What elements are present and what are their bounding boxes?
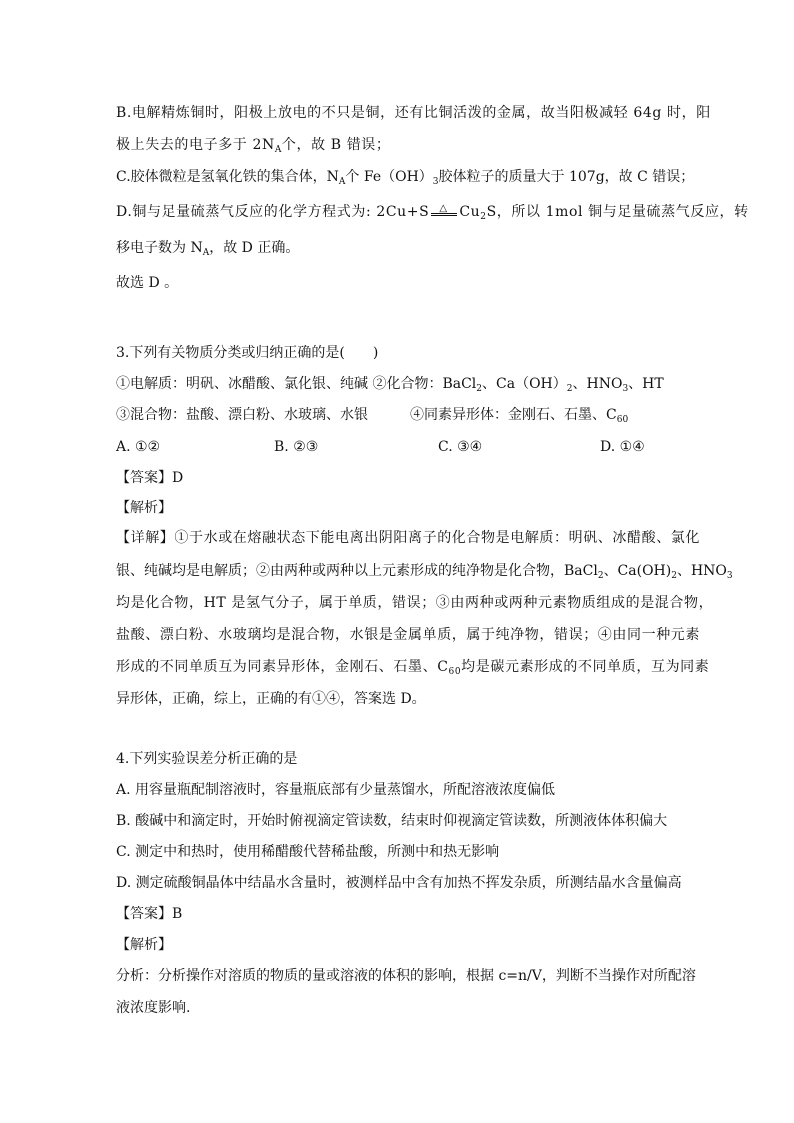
q4-stem: 4.下列实验误差分析正确的是	[116, 751, 298, 767]
heating-arrow-icon: △	[429, 202, 459, 222]
q3-option-d: D. ①④	[600, 439, 645, 455]
q3-detail-line3: 均是化合物，HT 是氢气分子，属于单质，错误；③由两种或两种元素物质组成的是混合物，	[116, 595, 714, 611]
q3-analysis-label: 【解析】	[116, 500, 172, 516]
q3-option-c: C. ③④	[438, 439, 483, 455]
q3-items-line2: ③混合物：盐酸、漂白粉、水玻璃、水银 ④同素异形体：金刚石、石墨、$C_{60}$	[116, 407, 629, 425]
q3-option-b: B. ②③	[274, 439, 319, 455]
q2-option-b-line2: 极上失去的电子多于 $2N_A$个，故 B 错误；	[116, 137, 391, 155]
q4-option-c: C. 测定中和热时，使用稀醋酸代替稀盐酸，所测中和热无影响	[116, 844, 500, 860]
q4-option-b: B. 酸碱中和滴定时，开始时俯视滴定管读数，结束时仰视滴定管读数，所测液体体积偏大	[116, 813, 668, 829]
q4-option-a: A. 用容量瓶配制溶液时，容量瓶底部有少量蒸馏水，所配溶液浓度偏低	[116, 782, 556, 798]
q3-stem: 3.下列有关物质分类或归纳正确的是( )	[116, 345, 379, 361]
q3-option-a: A. ①②	[116, 439, 161, 455]
q4-analysis-label: 【解析】	[116, 937, 172, 953]
q4-answer: 【答案】B	[116, 906, 183, 922]
q2-option-b-line1: B.电解精炼铜时，阳极上放电的不只是铜，还有比铜活泼的金属，故当阳极减轻 64g 时，阳	[116, 105, 711, 121]
q2-option-c: C.胶体微粒是氢氧化铁的集合体，$N_A$个 $Fe(OH)_3$胶体粒子的质量大于 107g，故 C 错误；	[116, 169, 695, 187]
q3-answer: 【答案】D	[116, 470, 184, 486]
q2-conclusion: 故选 D 。	[116, 275, 179, 291]
q4-analysis-line2: 液浓度影响.	[116, 1000, 191, 1016]
q3-detail-line5: 形成的不同单质互为同素异形体，金刚石、石墨、$C_{60}$均是碳元素形成的不同单质，互为同素	[116, 659, 710, 677]
q3-detail-line4: 盐酸、漂白粉、水玻璃均是混合物，水银是金属单质，属于纯净物，错误；④由同一种元素	[116, 627, 700, 643]
q4-analysis-line1: 分析：分析操作对溶质的物质的量或溶液的体积的影响，根据 c=n/V，判断不当操作对所配溶	[116, 968, 696, 984]
q2-option-d-line2: 移电子数为 $N_A$，故 D 正确。	[116, 240, 300, 258]
q3-detail-line2: 银、纯碱均是电解质；②由两种或两种以上元素形成的纯净物是化合物，BaCl$_2$、$Ca(OH)_2$、$HNO_3$	[116, 563, 733, 581]
q3-detail-line1: 【详解】①于水或在熔融状态下能电离出阴阳离子的化合物是电解质：明矾、冰醋酸、氯化	[116, 530, 700, 546]
q3-detail-line6: 异形体，正确，综上，正确的有①④，答案选 D。	[116, 691, 426, 707]
q3-options	[116, 437, 686, 457]
q2-option-d-line1: D.铜与足量硫蒸气反应的化学方程式为: 2Cu+S △ $Cu_2S$，所以 1mol 铜与足量硫蒸气反应，转	[116, 203, 749, 222]
q4-option-d: D. 测定硫酸铜晶体中结晶水含量时，被测样品中含有加热不挥发杂质，所测结晶水含量偏高	[116, 875, 682, 891]
q3-items-line1: ①电解质：明矾、冰醋酸、氯化银、纯碱 ②化合物：BaCl$_2$、$Ca(OH)_2$、$HNO_3$、HT	[116, 376, 664, 394]
